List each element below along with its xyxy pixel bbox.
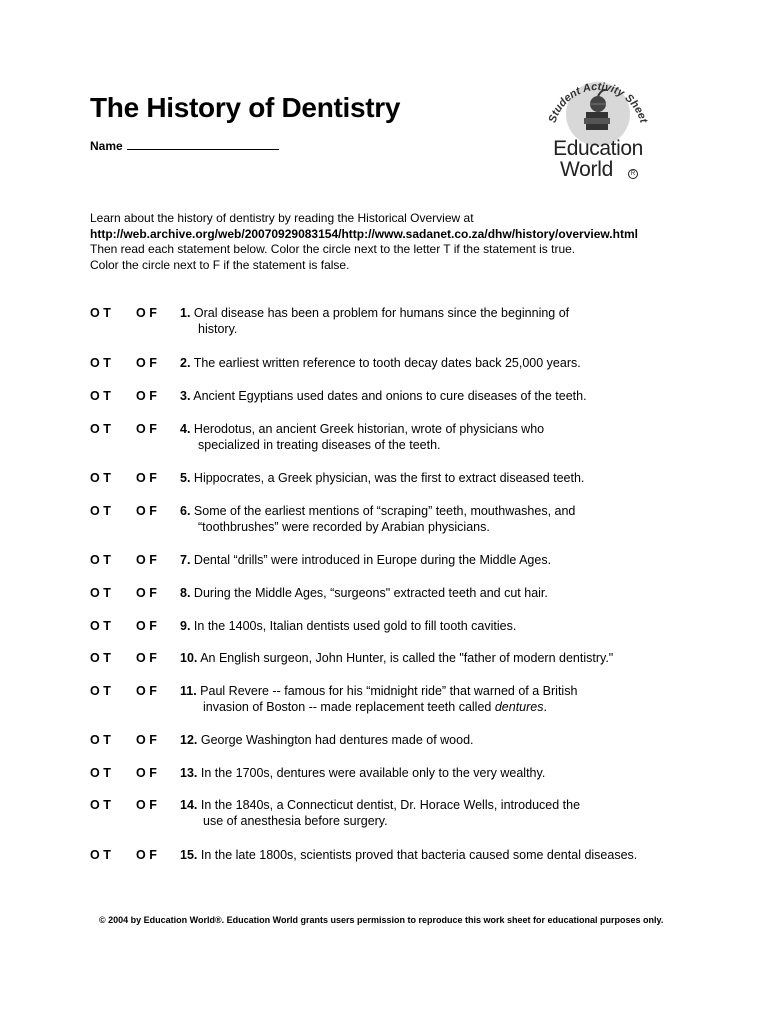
question-number: 10. bbox=[180, 651, 198, 665]
question-statement bbox=[180, 732, 680, 748]
true-option[interactable]: O T bbox=[90, 684, 111, 698]
question-statement bbox=[180, 797, 680, 829]
question-text-italic: dentures bbox=[494, 700, 544, 714]
question-text: Herodotus, an ancient Greek historian, wrote of physicians who bbox=[193, 422, 545, 436]
question-statement bbox=[180, 552, 680, 568]
question-text-end: . bbox=[543, 700, 547, 714]
copyright-footer: © 2004 by Education World®. Education World grants users permission to reproduce this work sheet for educational purposes only. bbox=[99, 915, 664, 925]
question-text: An English surgeon, John Hunter, is called the "father of modern dentistry." bbox=[200, 651, 614, 665]
question-number: 8. bbox=[180, 586, 191, 600]
question-number: 6. bbox=[180, 504, 191, 518]
logo-text-education: Education bbox=[553, 137, 643, 160]
false-option[interactable]: O F bbox=[136, 651, 157, 665]
true-option[interactable]: O T bbox=[90, 619, 111, 633]
question-statement bbox=[180, 585, 680, 601]
true-option[interactable]: O T bbox=[90, 798, 111, 812]
false-option[interactable]: O F bbox=[136, 504, 157, 518]
name-blank-line[interactable] bbox=[127, 139, 279, 150]
question-statement bbox=[180, 618, 680, 634]
question-text-continued: history. bbox=[198, 322, 238, 336]
true-option[interactable]: O T bbox=[90, 766, 111, 780]
question-statement bbox=[180, 503, 680, 535]
question-text: During the Middle Ages, “surgeons" extracted teeth and cut hair. bbox=[193, 586, 548, 600]
false-option[interactable]: O F bbox=[136, 422, 157, 436]
true-option[interactable]: O T bbox=[90, 356, 111, 370]
question-number: 5. bbox=[180, 471, 191, 485]
question-number: 13. bbox=[180, 766, 198, 780]
name-label: Name bbox=[90, 139, 123, 153]
intro-line-4: Color the circle next to F if the statement is false. bbox=[90, 257, 350, 272]
education-world-logo bbox=[532, 72, 664, 190]
question-text: Hippocrates, a Greek physician, was the first to extract diseased teeth. bbox=[193, 471, 585, 485]
true-option[interactable]: O T bbox=[90, 471, 111, 485]
registered-mark: R bbox=[628, 169, 638, 179]
question-statement bbox=[180, 765, 680, 781]
question-statement bbox=[180, 305, 680, 337]
false-option[interactable]: O F bbox=[136, 471, 157, 485]
page-title: The History of Dentistry bbox=[90, 92, 401, 123]
false-option[interactable]: O F bbox=[136, 306, 157, 320]
false-option[interactable]: O F bbox=[136, 766, 157, 780]
question-number: 7. bbox=[180, 553, 191, 567]
false-option[interactable]: O F bbox=[136, 798, 157, 812]
question-number: 12. bbox=[180, 733, 198, 747]
intro-line-3: Then read each statement below. Color the circle next to the letter T if the statement is true. bbox=[90, 242, 576, 256]
false-option[interactable]: O F bbox=[136, 553, 157, 567]
question-statement bbox=[180, 470, 680, 486]
question-text: Ancient Egyptians used dates and onions to cure diseases of the teeth. bbox=[193, 389, 587, 403]
overview-link[interactable]: http://web.archive.org/web/20070929083154/http://www.sadanet.co.za/dhw/history/overview.html bbox=[90, 226, 638, 241]
false-option[interactable]: O F bbox=[136, 356, 157, 370]
question-text: In the 1400s, Italian dentists used gold to fill tooth cavities. bbox=[193, 619, 517, 633]
question-statement bbox=[180, 421, 680, 453]
question-text-continued bbox=[180, 699, 680, 715]
question-text: George Washington had dentures made of wood. bbox=[200, 733, 474, 747]
question-statement bbox=[180, 847, 680, 863]
question-number: 9. bbox=[180, 619, 191, 633]
question-number: 4. bbox=[180, 422, 191, 436]
question-number: 2. bbox=[180, 356, 191, 370]
true-option[interactable]: O T bbox=[90, 422, 111, 436]
question-text: Dental “drills” were introduced in Europe during the Middle Ages. bbox=[193, 553, 552, 567]
intro-line-1: Learn about the history of dentistry by reading the Historical Overview at bbox=[90, 211, 474, 225]
question-number: 15. bbox=[180, 848, 198, 862]
question-text: The earliest written reference to tooth decay dates back 25,000 years. bbox=[193, 356, 581, 370]
false-option[interactable]: O F bbox=[136, 848, 157, 862]
true-option[interactable]: O T bbox=[90, 586, 111, 600]
false-option[interactable]: O F bbox=[136, 586, 157, 600]
true-option[interactable]: O T bbox=[90, 848, 111, 862]
true-option[interactable]: O T bbox=[90, 389, 111, 403]
logo-text-world: World bbox=[560, 158, 613, 181]
instructions bbox=[90, 211, 638, 273]
question-text: In the 1840s, a Connecticut dentist, Dr. Horace Wells, introduced the bbox=[200, 798, 581, 812]
logo-arc-text: Student Activity Sheet bbox=[546, 80, 650, 125]
question-text: In the late 1800s, scientists proved that bacteria caused some dental diseases. bbox=[200, 848, 638, 862]
false-option[interactable]: O F bbox=[136, 733, 157, 747]
true-option[interactable]: O T bbox=[90, 504, 111, 518]
false-option[interactable]: O F bbox=[136, 684, 157, 698]
question-number: 3. bbox=[180, 389, 191, 403]
question-text-part: invasion of Boston -- made replacement teeth called bbox=[203, 700, 492, 714]
question-text: Some of the earliest mentions of “scraping” teeth, mouthwashes, and bbox=[193, 504, 576, 518]
question-text: Oral disease has been a problem for humans since the beginning of bbox=[193, 306, 570, 320]
question-statement bbox=[180, 388, 680, 404]
question-text-continued: use of anesthesia before surgery. bbox=[203, 814, 388, 828]
question-text: In the 1700s, dentures were available only to the very wealthy. bbox=[200, 766, 546, 780]
question-text: Paul Revere -- famous for his “midnight ride” that warned of a British bbox=[200, 684, 578, 698]
question-number: 14. bbox=[180, 798, 198, 812]
question-text-continued: specialized in treating diseases of the teeth. bbox=[198, 438, 441, 452]
name-field[interactable] bbox=[90, 139, 279, 153]
question-statement bbox=[180, 683, 680, 715]
question-statement bbox=[180, 355, 680, 371]
true-option[interactable]: O T bbox=[90, 651, 111, 665]
question-number: 1. bbox=[180, 306, 191, 320]
false-option[interactable]: O F bbox=[136, 619, 157, 633]
question-text-continued: “toothbrushes” were recorded by Arabian physicians. bbox=[198, 520, 490, 534]
question-statement bbox=[180, 650, 680, 666]
question-number: 11. bbox=[180, 684, 197, 698]
false-option[interactable]: O F bbox=[136, 389, 157, 403]
true-option[interactable]: O T bbox=[90, 553, 111, 567]
true-option[interactable]: O T bbox=[90, 733, 111, 747]
true-option[interactable]: O T bbox=[90, 306, 111, 320]
